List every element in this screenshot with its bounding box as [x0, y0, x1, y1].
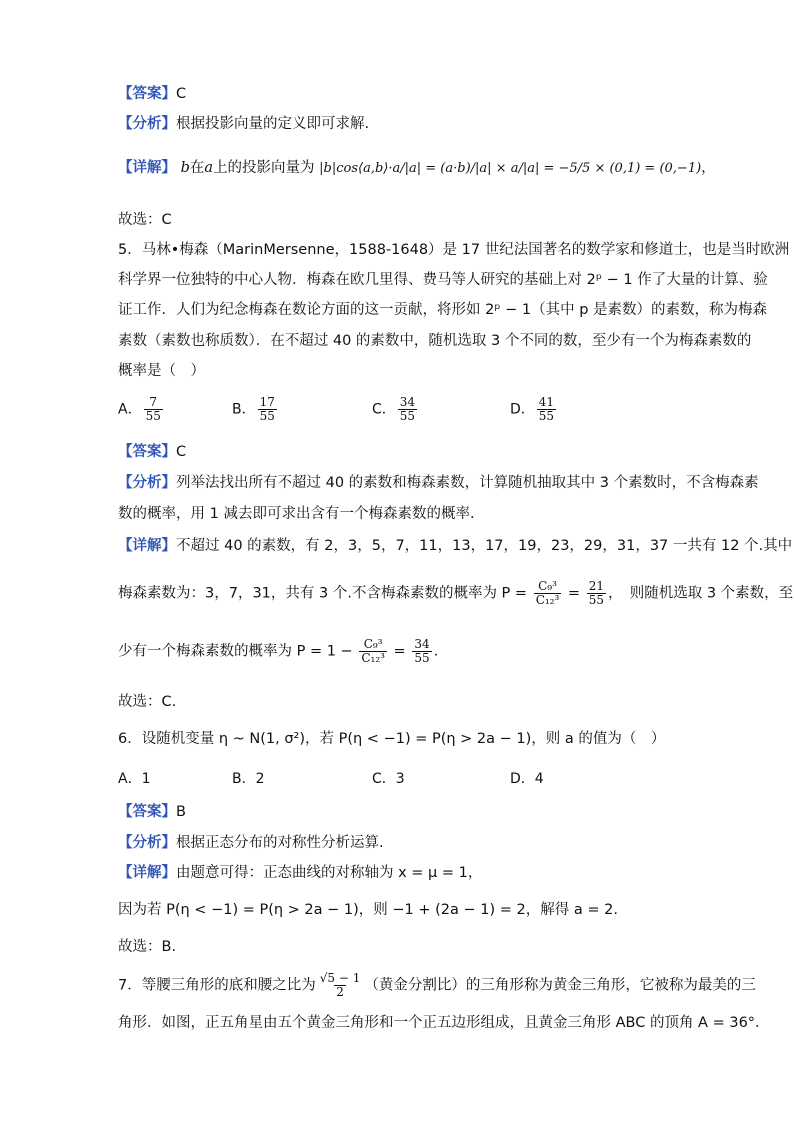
q6-detail-line-2: 因为若 P(η < −1) = P(η > 2a − 1)，则 −1 + (2a − 1) = 2，解得 a = 2. — [118, 902, 618, 918]
q5-detail-tag: 【详解】 — [118, 538, 176, 554]
q6-option-a: A．1 — [118, 771, 151, 787]
q4-detail-mid: 上的投影向量为 — [213, 160, 315, 176]
q4-detail-pre: 在 — [189, 160, 205, 176]
q5-option-d: D． $\frac{41}{55}$ — [510, 395, 555, 423]
q6-detail: 【详解】由题意可得：正态曲线的对称轴为 x = μ = 1， — [118, 865, 483, 881]
q6-option-c: C．3 — [372, 771, 405, 787]
q7-stem-line-1: 7．等腰三角形的底和腰之比为 $\frac{√5 - 1}{2}$ （黄金分割比）的三角形称为黄金三角形，它被称为最美的三 — [118, 971, 756, 999]
q4-answer-tag: 【答案】 — [118, 86, 176, 102]
q5-stem-line-1: 5．马林•梅森（MarinMersenne，1588-1648）是 17 世纪法国著名的数学家和修道士，也是当时欧洲 — [118, 242, 790, 258]
q5-option-c: C． $\frac{34}{55}$ — [372, 395, 416, 423]
q5-stem-line-2: 科学界一位独特的中心人物．梅森在欧几里得、费马等人研究的基础上对 2ᵖ − 1 作了大量的计算、验 — [118, 272, 768, 288]
q4-detail-formula: |b|cos⟨a,b⟩·a/|a| = (a·b)/|a| × a/|a| = −5/5 × (0,1) = (0,−1) — [319, 161, 702, 176]
q4-answer-value: C — [176, 86, 187, 102]
q5-stem-line-4: 素数（素数也称质数）．在不超过 40 的素数中，随机选取 3 个不同的数，至少有一个为梅森素数的 — [118, 333, 752, 349]
q5-detail-line-2: 梅森素数为：3，7，31，共有 3 个.不含梅森素数的概率为 P = $\frac{\text{C₉³}}{\text{C₁₂³}}$ = $\frac{21}{55}$ ， 则随机选取 3 个素数，至 — [118, 579, 794, 607]
q7-stem-line-2: 角形．如图，正五角星由五个黄金三角形和一个正五边形组成，且黄金三角形 ABC 的顶角 A = 36°． — [118, 1015, 770, 1031]
q4-analysis-tag: 【分析】 — [118, 116, 176, 132]
q6-option-d: D．4 — [510, 771, 544, 787]
q4-analysis-text: 根据投影向量的定义即可求解. — [176, 116, 370, 132]
q5-option-a: A． $\frac{7}{55}$ — [118, 395, 161, 423]
q5-answer — [118, 442, 186, 462]
q6-option-b: B．2 — [232, 771, 265, 787]
q6-analysis-tag: 【分析】 — [118, 835, 176, 851]
q4-detail: 【详解】 b在a上的投影向量为 |b|cos⟨a,b⟩·a/|a| = (a·b)/|a| × a/|a| = −5/5 × (0,1) = (0,−1)， — [118, 160, 716, 176]
q6-conclusion: 故选：B. — [118, 939, 177, 955]
q5-detail-line-1: 【详解】不超过 40 的素数，有 2，3，5，7，11，13，17，19，23，29，31，37 一共有 12 个.其中 — [118, 538, 793, 554]
q6-analysis: 【分析】根据正态分布的对称性分析运算. — [118, 835, 384, 851]
q6-answer — [118, 802, 186, 822]
q5-detail-line-3: 少有一个梅森素数的概率为 P = 1 − $\frac{\text{C₉³}}{\text{C₁₂³}}$ = $\frac{34}{55}$ . — [118, 637, 439, 665]
q6-stem: 6．设随机变量 η ~ N(1, σ²)，若 P(η < −1) = P(η > 2a − 1)，则 a 的值为（ ） — [118, 731, 666, 747]
q5-conclusion: 故选：C. — [118, 694, 177, 710]
q4-analysis — [118, 114, 369, 134]
q5-stem-line-3: 证工作．人们为纪念梅森在数论方面的这一贡献，将形如 2ᵖ − 1（其中 p 是素数）的素数，称为梅森 — [118, 302, 768, 318]
q4-detail-end: ， — [701, 160, 716, 176]
q5-stem-line-5: 概率是（ ） — [118, 363, 205, 379]
q5-option-b: B． $\frac{17}{55}$ — [232, 395, 275, 423]
q6-answer-value: B — [176, 804, 186, 820]
q5-analysis-tag: 【分析】 — [118, 475, 176, 491]
q4-answer — [118, 84, 186, 104]
q5-analysis-line-1: 【分析】列举法找出所有不超过 40 的素数和梅森素数，计算随机抽取其中 3 个素数时，不含梅森素 — [118, 475, 759, 491]
q4-detail-tag: 【详解】 — [118, 160, 176, 176]
q5-answer-value: C — [176, 444, 187, 460]
q4-conclusion: 故选：C — [118, 212, 172, 228]
q6-answer-tag: 【答案】 — [118, 804, 176, 820]
q5-answer-tag: 【答案】 — [118, 444, 176, 460]
q5-analysis-line-2: 数的概率，用 1 减去即可求出含有一个梅森素数的概率. — [118, 506, 475, 522]
q6-detail-tag: 【详解】 — [118, 865, 176, 881]
